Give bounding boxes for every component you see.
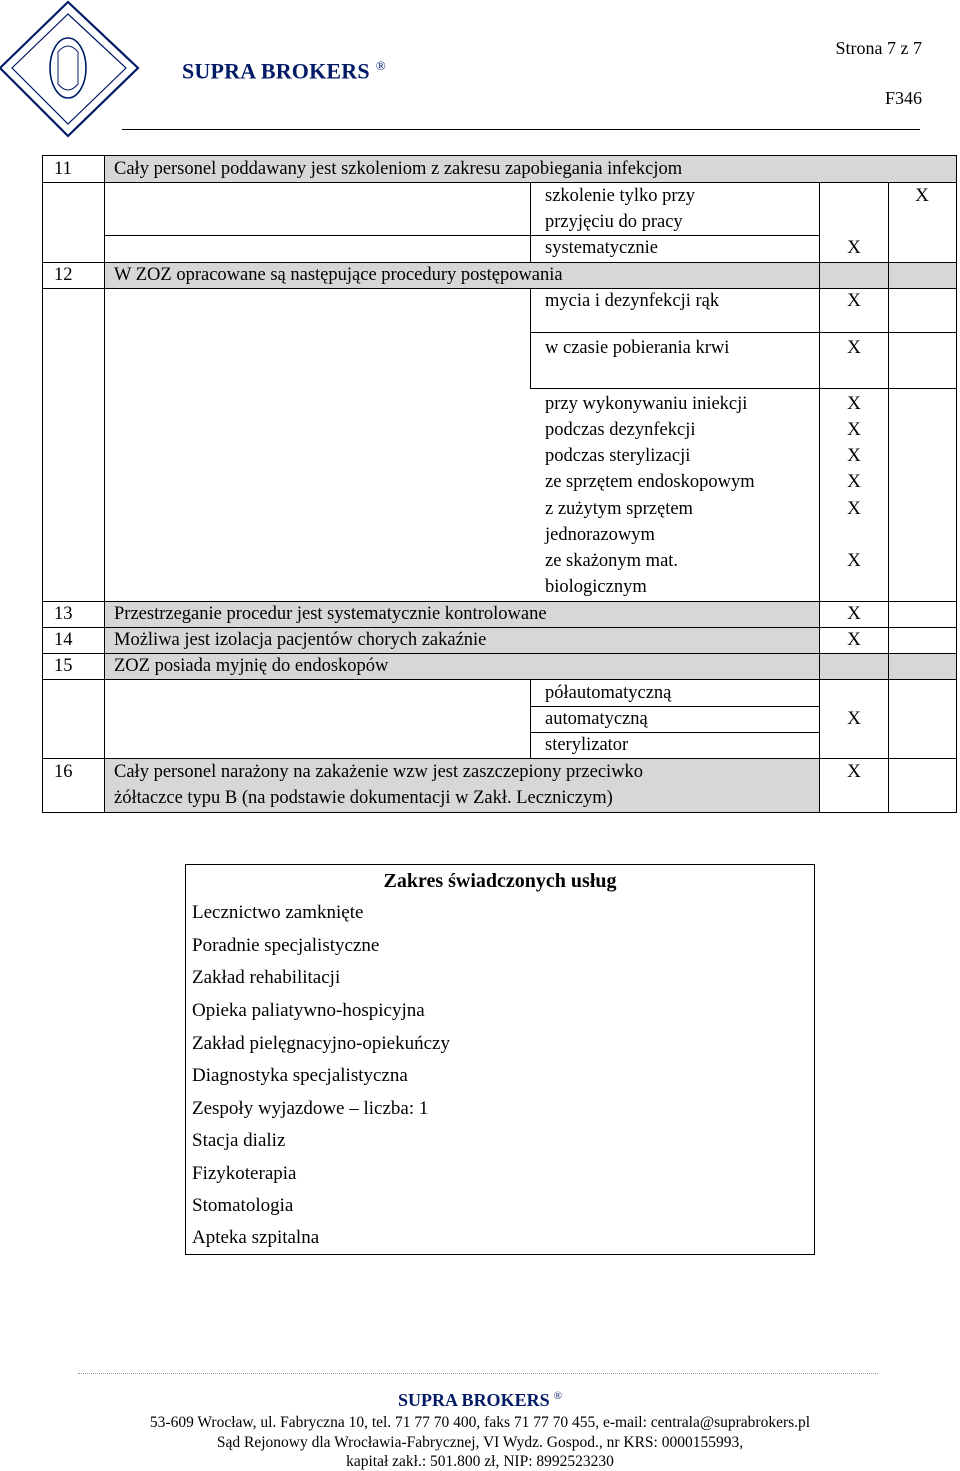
row-number: 11	[54, 159, 72, 179]
check-mark: X	[847, 471, 861, 492]
row-16-question-line1: Cały personel narażony na zakażenie wzw jest zaszczepiony przeciwko	[114, 762, 644, 782]
row-15-question: ZOZ posiada myjnię do endoskopów	[114, 656, 389, 676]
row-12-question: W ZOZ opracowane są następujące procedury postępowania	[114, 265, 563, 285]
service-item: Opieka paliatywno-hospicyjna	[192, 1000, 425, 1021]
procedure-label: podczas sterylizacji	[545, 446, 691, 466]
row-number: 13	[54, 604, 73, 624]
option-label: systematycznie	[545, 238, 659, 258]
check-mark: X	[847, 337, 861, 358]
header-divider	[122, 129, 920, 130]
service-item: Zakład rehabilitacji	[192, 967, 341, 988]
procedure-label: biologicznym	[545, 577, 647, 597]
options-col-divider	[530, 182, 531, 262]
service-item: Fizykoterapia	[192, 1163, 297, 1184]
check-mark: X	[847, 629, 861, 650]
service-item: Stacja dializ	[192, 1130, 286, 1151]
procedure-label: w czasie pobierania krwi	[545, 338, 730, 358]
service-item: Zakład pielęgnacyjno-opiekuńczy	[192, 1033, 450, 1054]
footer-address: 53-609 Wrocław, ul. Fabryczna 10, tel. 71 77 70 400, faks 71 77 70 455, e-mail: centrala@suprabrokers.pl	[149, 1414, 811, 1431]
procedure-label: z zużytym sprzętem	[545, 499, 693, 519]
footer-divider	[78, 1373, 878, 1374]
option-label: automatyczną	[545, 709, 648, 729]
row-number: 16	[54, 762, 73, 782]
row-13-question: Przestrzeganie procedur jest systematycznie kontrolowane	[114, 604, 547, 624]
row-14-question: Możliwa jest izolacja pacjentów chorych zakaźnie	[114, 630, 487, 650]
mark-col-divider-2	[888, 182, 889, 813]
row-number: 12	[54, 265, 73, 285]
row-11-question: Cały personel poddawany jest szkoleniom z zakresu zapobiegania infekcjom	[114, 159, 683, 179]
check-mark: X	[847, 498, 861, 519]
row-16-question-line2: żółtaczce typu B (na podstawie dokumentacji w Zakł. Leczniczym)	[114, 788, 613, 808]
option-label: półautomatyczną	[545, 683, 672, 703]
check-mark: X	[847, 708, 861, 729]
check-mark: X	[847, 393, 861, 414]
procedure-label: podczas dezynfekcji	[545, 420, 696, 440]
row-number: 14	[54, 630, 73, 650]
footer-registry: Sąd Rejonowy dla Wrocławia-Fabrycznej, VI Wydz. Gospod., nr KRS: 0000155993,	[216, 1434, 744, 1451]
check-mark: X	[847, 603, 861, 624]
check-mark: X	[847, 419, 861, 440]
option-label: sterylizator	[545, 735, 629, 755]
check-mark: X	[915, 185, 929, 206]
service-item: Lecznictwo zamknięte	[192, 902, 364, 923]
row-number: 15	[54, 656, 73, 676]
check-mark: X	[847, 290, 861, 311]
procedure-label: przy wykonywaniu iniekcji	[545, 394, 748, 414]
service-item: Apteka szpitalna	[192, 1227, 320, 1248]
options-col-divider	[530, 288, 531, 388]
sub-line	[530, 332, 956, 333]
check-mark: X	[847, 445, 861, 466]
procedure-label: mycia i dezynfekcji rąk	[545, 291, 720, 311]
check-mark: X	[847, 550, 861, 571]
procedure-label: jednorazowym	[545, 525, 655, 545]
procedure-label: ze sprzętem endoskopowym	[545, 472, 755, 492]
options-col-divider	[530, 679, 531, 758]
services-table	[185, 864, 815, 1255]
mark-col-divider	[819, 182, 820, 813]
sub-line	[530, 388, 956, 389]
service-item: Zespoły wyjazdowe – liczba: 1	[192, 1098, 429, 1119]
service-item: Diagnostyka specjalistyczna	[192, 1065, 408, 1086]
num-col-divider	[104, 155, 105, 813]
footer-capital: kapitał zakł.: 501.800 zł, NIP: 8992523230	[346, 1453, 614, 1470]
company-logo	[0, 0, 150, 145]
form-code: F346	[884, 88, 922, 108]
service-item: Poradnie specjalistyczne	[192, 935, 380, 956]
services-title: Zakres świadczonych usług	[383, 870, 617, 892]
checklist-table	[42, 155, 957, 813]
option-label: szkolenie tylko przy	[545, 186, 696, 206]
check-mark: X	[847, 237, 861, 258]
check-mark: X	[847, 761, 861, 782]
option-label: przyjęciu do pracy	[545, 212, 683, 232]
brand-name: SUPRA BROKERS ®	[182, 58, 386, 84]
service-item: Stomatologia	[192, 1195, 294, 1216]
sub-line	[104, 235, 819, 236]
footer-brand: SUPRA BROKERS ®	[398, 1390, 562, 1410]
page-number: Strona 7 z 7	[835, 38, 922, 58]
procedure-label: ze skażonym mat.	[545, 551, 679, 571]
